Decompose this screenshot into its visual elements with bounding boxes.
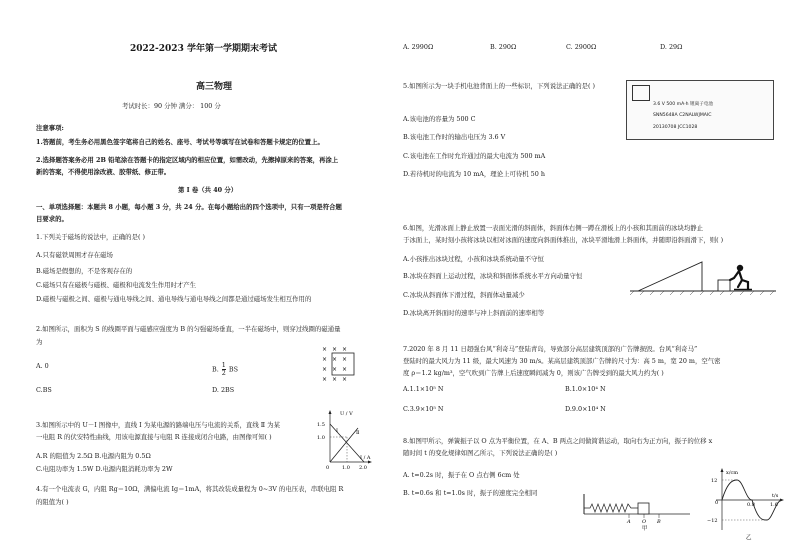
q4-stem-1: 4.有一个电流表 G，内阻 Rg＝10Ω，满偏电流 Ig＝1mA，将其改装成量程为 0~3V 的电压表，串联电阻 R	[36, 485, 344, 493]
x-tick-0: 0	[326, 465, 330, 471]
battery-logo-icon	[632, 85, 650, 101]
q4-option-a: A. 2990Ω	[403, 43, 434, 51]
battery-spec: 3.6 V 500 mA·h 锂离子电池	[653, 102, 714, 107]
field-cross-mark: ×	[322, 356, 328, 363]
instruction-line-1: 一、单项选择题：本题共 8 小题，每小题 3 分，共 24 分。在每小题给出的四个选项中，只有一项是符合题	[36, 203, 342, 211]
q7-option-c: C.3.9×10⁵ N	[403, 405, 444, 413]
exam-subtitle: 高三物理	[196, 82, 233, 92]
q7-option-a: A.1.1×10⁵ N	[403, 385, 444, 393]
q8-option-a: A. t=0.2s 时，振子在 O 点右侧 6cm 处	[403, 471, 520, 479]
fraction-numerator: 1	[221, 361, 226, 369]
line-i-label: Ⅰ	[336, 428, 338, 434]
y-axis-label: U / V	[340, 411, 353, 417]
point-a-label: A	[627, 519, 631, 525]
graph-x-label: t/s	[772, 493, 779, 499]
y-tick-1-0: 1.0	[317, 435, 325, 441]
exam-title: 2022-2023 学年第一学期期末考试	[130, 44, 277, 54]
graph-tick-0: 0	[715, 500, 719, 506]
q6-option-c: C.冰块从斜面体下滑过程，斜面体动量减少	[403, 291, 525, 299]
q5-option-b: B.该电池工作时的输出电压为 3.6 V	[403, 133, 506, 141]
field-cross-mark: ×	[322, 376, 328, 383]
battery-date: 20130708 JCC1028	[653, 125, 698, 130]
battery-label-image	[626, 80, 774, 140]
q2-option-a: A. 0	[36, 362, 49, 370]
q2-option-b-prefix: B.	[212, 365, 219, 374]
y-axis-arrow	[329, 410, 332, 414]
ui-graph	[314, 408, 372, 470]
notes-title: 注意事项:	[36, 124, 64, 132]
q8-option-b: B. t=0.6s 和 t=1.0s 时，振子的速度完全相同	[403, 489, 538, 497]
field-cross-mark: ×	[342, 346, 348, 353]
q6-option-d: D.冰块离开斜面时的速率与冲上斜面前的速率相等	[403, 309, 545, 317]
q2-option-b	[212, 362, 238, 377]
q4-option-c: C. 2900Ω	[566, 43, 597, 51]
field-cross-mark: ×	[342, 366, 348, 373]
incline-wedge	[638, 262, 702, 291]
field-cross-mark: ×	[332, 376, 338, 383]
displacement-time-graph	[706, 466, 786, 546]
note-2: 2.选择题答案务必用 2B 铅笔涂在答题卡的指定区域内的相应位置，如需改动，先擦掉原来的答案，再涂上	[36, 156, 339, 164]
q1-option-a: A.只有磁铁周围才存在磁场	[36, 251, 113, 259]
field-cross-mark: ×	[332, 356, 338, 363]
line-ii-label: Ⅱ	[356, 430, 360, 436]
q7-stem-2: 登陆时的最大风力为 11 级，最大风速为 30 m/s。某高层建筑顶部广告牌的尺寸为：高 5 m，宽 20 m，空气密	[403, 357, 721, 365]
q6-stem-1: 6.如图，光滑冰面上静止放置一表面光滑的斜面体，斜面体右侧一蹲在滑板上的小孩和其面前的冰块均静止	[403, 224, 704, 232]
field-cross-mark: ×	[332, 366, 338, 373]
q1-stem: 1.下列关于磁场的说法中，正确的是( )	[36, 233, 145, 241]
q3-options-cd: C.电阻功率为 1.5W D.电源内阻消耗功率为 2W	[36, 465, 173, 473]
field-cross-mark: ×	[342, 376, 348, 383]
section-heading: 第 Ⅰ 卷（共 40 分）	[178, 186, 238, 194]
field-cross-mark: ×	[342, 356, 348, 363]
point-b-label: B	[657, 519, 661, 525]
q2-stem-1: 2.如图所示，面积为 S 的线圈平面与磁感应强度为 B 的匀强磁场垂直，一半在磁场中，则穿过线圈的磁通量	[36, 325, 341, 333]
graph-tick-0-8: 0.8	[747, 502, 755, 508]
ice-block	[718, 280, 730, 291]
q1-option-d: D.磁极与磁极之间、磁极与通电导线之间、通电导线与通电导线之间都是通过磁场发生相互作用的	[36, 295, 312, 303]
figure-a-caption: 甲	[642, 526, 648, 532]
note-3: 新的答案，不得使用涂改液、胶带纸、修正带。	[36, 168, 171, 176]
q4-option-b: B. 290Ω	[490, 43, 517, 51]
q1-option-b: B.磁场是假想的，不是客观存在的	[36, 267, 133, 275]
q6-option-a: A.小孩推出冰块过程，小孩和冰块系统动量不守恒	[403, 255, 544, 263]
graph-tick-12: 12	[711, 478, 718, 484]
q2-option-d: D. 2BS	[212, 386, 235, 394]
q2-fraction	[222, 362, 226, 377]
magnetic-field-figure	[318, 343, 364, 385]
oscillator-block	[638, 503, 649, 514]
field-cross-mark: ×	[332, 346, 338, 353]
y-tick-1-5: 1.5	[317, 422, 325, 428]
q3-stem-2: 一电阻 R 的伏安特性曲线，用该电源直接与电阻 R 连接成闭合电路，由图像可知( )	[36, 433, 272, 441]
cross-grid	[322, 346, 347, 383]
graph-tick-1-6: 1.6	[770, 502, 778, 508]
x-tick-2-0: 2.0	[359, 465, 367, 471]
q8-stem-2: 随时间 t 的变化规律如图乙所示，下列说法正确的是( )	[403, 449, 558, 457]
q5-option-a: A.该电池的容量为 500 C	[403, 115, 476, 123]
q2-stem-2: 为	[36, 338, 43, 346]
q7-option-b: B.1.0×10⁴ N	[565, 385, 606, 393]
q7-option-d: D.9.0×10⁴ N	[565, 405, 606, 413]
fraction-denominator: 2	[221, 369, 226, 377]
figure-b-caption: 乙	[746, 535, 752, 541]
q1-option-c: C.磁场只有在磁极与磁极、磁极和电流发生作用时才产生	[36, 281, 197, 289]
q5-stem: 5.如图所示为一块手机电池背面上的一些标识，下列说法正确的是( )	[403, 82, 596, 90]
instruction-line-2: 目要求的。	[36, 215, 68, 223]
incline-figure	[630, 258, 776, 298]
time-info: 考试时长：90 分钟 满分： 100 分	[122, 102, 221, 110]
q7-stem-1: 7.2020 年 8 月 11 日超强台风“利奇马”登陆青岛，导致部分高层建筑顶部的广告牌损毁。台风“利奇马”	[403, 345, 698, 353]
q6-stem-2: 于冰面上，某时刻小孩将冰块以相对冰面的速度向斜面体推出，冰块平滑地滑上斜面体，并随即沿斜面滑下，则( )	[403, 236, 724, 244]
q2-option-c: C.BS	[36, 386, 52, 394]
q4-stem-2: 的阻值为( )	[36, 498, 69, 506]
q6-option-b: B.冰块在斜面上运动过程，冰块和斜面体系统水平方向动量守恒	[403, 272, 583, 280]
q3-stem-1: 3.如图所示中的 U－I 图像中，直线 Ⅰ 为某电源的路端电压与电流的关系，直线 Ⅱ 为某	[36, 421, 280, 429]
spring-oscillator-figure	[582, 492, 694, 530]
q5-option-c: C.该电池在工作时允许通过的最大电流为 500 mA	[403, 152, 546, 160]
q8-stem-1: 8.如图甲所示，弹簧振子以 O 点为平衡位置，在 A、B 两点之间做简谐运动，取向右为正方向，振子的位移 x	[403, 437, 713, 445]
graph-tick-neg12: −12	[707, 518, 718, 524]
q2-option-b-suffix: BS	[228, 365, 238, 374]
note-1: 1.答题前，考生务必用黑色签字笔将自己的姓名、座号、考试号等填写在试卷和答题卡规定的位置上。	[36, 138, 324, 146]
point-o-label: O	[642, 519, 647, 525]
spring	[584, 504, 638, 512]
battery-model: SNN5648A C2NALWJMAIC	[653, 113, 712, 118]
x-axis-label: I / A	[360, 455, 371, 461]
field-cross-mark: ×	[322, 366, 328, 373]
q3-options-ab: A.R 的阻值为 2.5Ω B.电源内阻为 0.5Ω	[36, 452, 151, 460]
ice-hatch	[630, 291, 774, 295]
child-figure	[730, 265, 752, 290]
q4-option-d: D. 29Ω	[660, 43, 683, 51]
q5-option-d: D.若待机时的电流为 10 mA，理论上可待机 50 h	[403, 170, 545, 178]
graph-y-label: x/cm	[726, 470, 739, 476]
x-tick-1-0: 1.0	[342, 465, 350, 471]
q7-stem-3: 度 ρ＝1.2 kg/m³，空气吹到广告牌上后速度瞬间减为 0，则该广告牌受到的最大风力约为( )	[403, 369, 664, 377]
line-ii	[330, 428, 358, 462]
field-cross-mark: ×	[322, 346, 328, 353]
